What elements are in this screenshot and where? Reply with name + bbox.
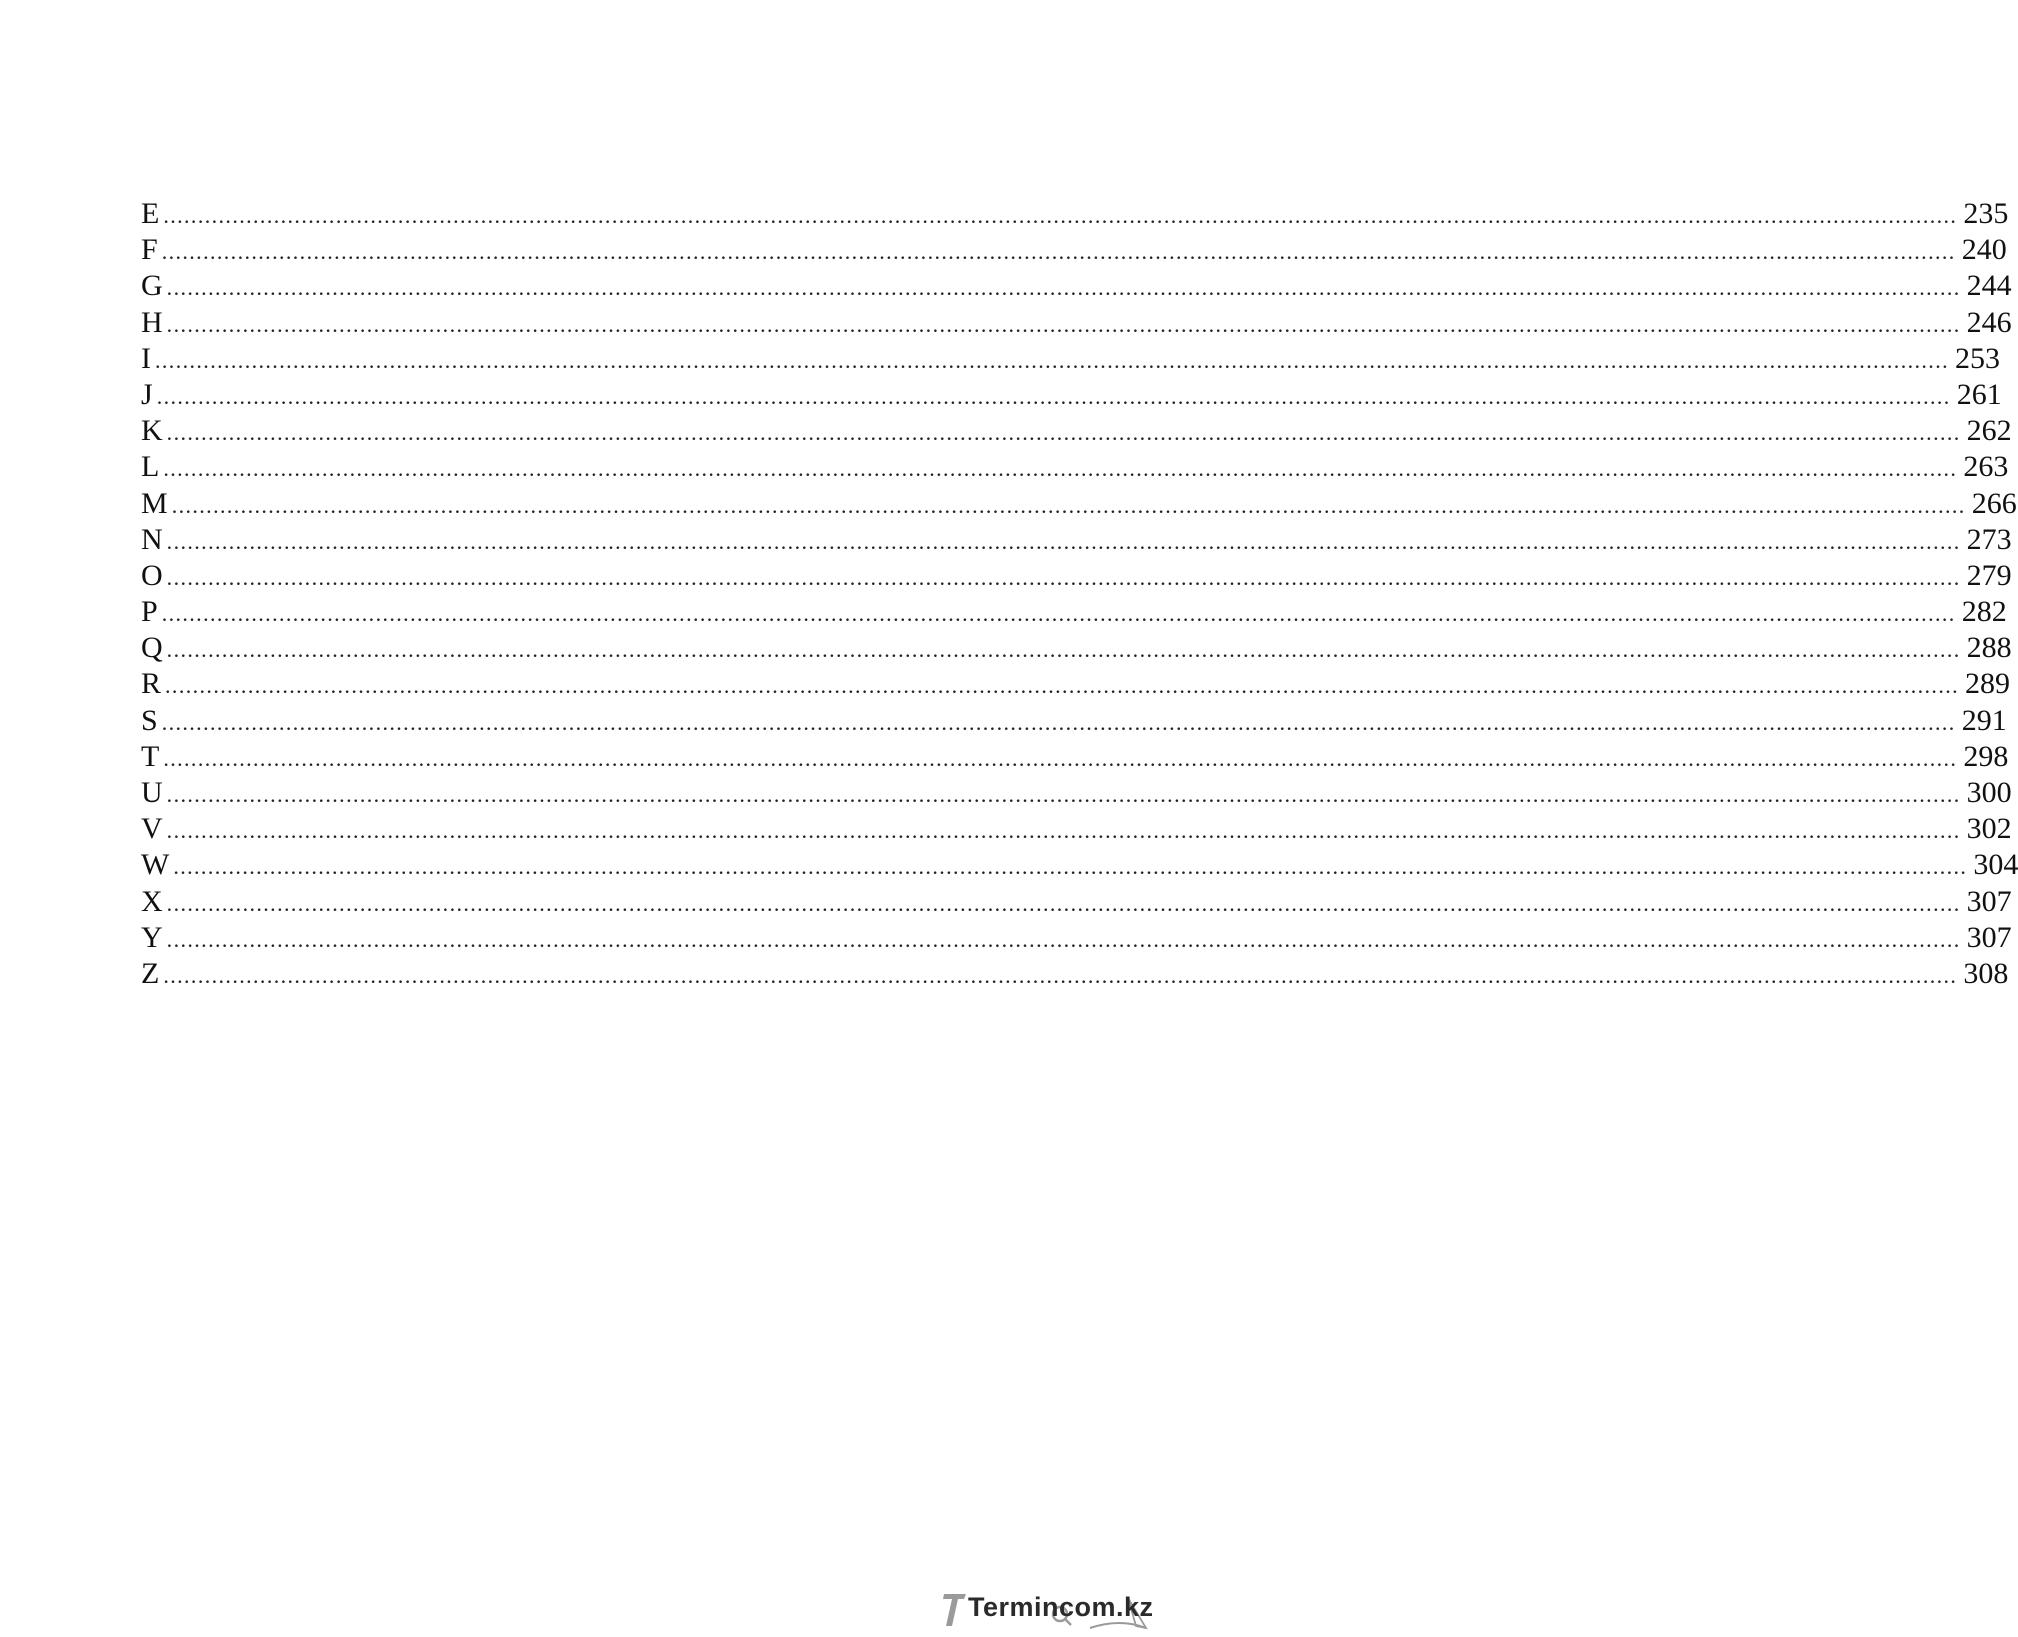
- toc-leader-dots: ....................................................................................................................................................................................................................................................................: [166, 528, 1961, 554]
- toc-leader-dots: ....................................................................................................................................................................................................................................................................: [166, 311, 1961, 337]
- toc-entry: [141, 703, 2007, 739]
- toc-entry: [141, 630, 2012, 666]
- toc-entry-letter: Z: [141, 956, 160, 990]
- toc-entry-letter: K: [141, 414, 163, 448]
- toc-leader-dots: ....................................................................................................................................................................................................................................................................: [166, 890, 1961, 916]
- toc-leader-dots: ....................................................................................................................................................................................................................................................................: [166, 420, 1961, 446]
- toc-entry-page: 261: [1956, 377, 2002, 411]
- toc-entry-page: 273: [1966, 522, 2012, 556]
- watermark-text: Termincom.kz: [968, 1592, 1154, 1622]
- toc-leader-dots: ....................................................................................................................................................................................................................................................................: [166, 782, 1961, 807]
- toc-leader-dots: ....................................................................................................................................................................................................................................................................: [163, 456, 1958, 482]
- toc-entry: [141, 196, 2009, 232]
- toc-leader-dots: ....................................................................................................................................................................................................................................................................: [166, 926, 1961, 952]
- toc-entry-letter: P: [141, 595, 158, 629]
- toc-entry-page: 288: [1966, 631, 2012, 665]
- toc-entry-letter: R: [141, 667, 162, 701]
- toc-entry: [141, 739, 2009, 775]
- toc-leader-dots: ....................................................................................................................................................................................................................................................................: [166, 818, 1961, 844]
- toc-entry-page: 262: [1966, 414, 2012, 448]
- toc-entry-page: 279: [1966, 558, 2012, 592]
- toc-entry-letter: H: [141, 305, 163, 339]
- toc-entry: [141, 486, 2017, 522]
- toc-leader-dots: ....................................................................................................................................................................................................................................................................: [163, 962, 1958, 988]
- toc-entry: [141, 775, 2012, 811]
- toc-leader-dots: ....................................................................................................................................................................................................................................................................: [155, 347, 1949, 373]
- toc-entry-letter: N: [141, 522, 163, 556]
- toc-entry: [141, 305, 2012, 341]
- toc-entry-letter: M: [141, 486, 168, 520]
- toc-entry: [141, 232, 2007, 268]
- toc-entry: [141, 956, 2009, 992]
- toc-entry-page: 289: [1965, 667, 2011, 701]
- toc-entry-letter: O: [141, 558, 163, 592]
- toc-entry: [141, 449, 2009, 485]
- toc-entry: [141, 847, 2018, 883]
- toc-leader-dots: ....................................................................................................................................................................................................................................................................: [166, 275, 1961, 301]
- toc-leader-dots: ....................................................................................................................................................................................................................................................................: [161, 239, 1956, 265]
- toc-leader-dots: ....................................................................................................................................................................................................................................................................: [161, 709, 1956, 735]
- toc-entry-page: 240: [1961, 233, 2007, 267]
- toc-leader-dots: ....................................................................................................................................................................................................................................................................: [166, 564, 1961, 590]
- toc-entry-page: 304: [1973, 848, 2018, 882]
- toc-entry-page: 266: [1971, 486, 2017, 520]
- toc-leader-dots: ....................................................................................................................................................................................................................................................................: [166, 637, 1961, 663]
- toc-leader-dots: ....................................................................................................................................................................................................................................................................: [161, 601, 1956, 627]
- toc-leader-dots: ....................................................................................................................................................................................................................................................................: [171, 492, 1966, 518]
- toc-entry: [141, 666, 2011, 702]
- toc-entry-page: 300: [1966, 776, 2012, 809]
- toc-entry-page: 263: [1963, 450, 2009, 484]
- toc-leader-dots: ....................................................................................................................................................................................................................................................................: [165, 673, 1960, 699]
- toc-entry: [141, 522, 2012, 558]
- toc-entry-letter: E: [141, 197, 160, 230]
- toc-entry: [141, 594, 2007, 630]
- toc-entry-letter: S: [141, 703, 158, 737]
- toc-entry-letter: U: [141, 776, 163, 809]
- toc-entry-page: 308: [1963, 956, 2009, 990]
- toc-entry-letter: J: [141, 377, 153, 411]
- toc-entry-letter: W: [141, 848, 170, 882]
- toc-entry-letter: X: [141, 884, 163, 918]
- toc-entry: [141, 920, 2012, 956]
- watermark-logo: [940, 1588, 1154, 1632]
- toc-entry: [141, 558, 2012, 594]
- table-of-contents: [141, 196, 2018, 992]
- toc-entry-page: 302: [1966, 812, 2012, 846]
- toc-entry-page: 244: [1966, 269, 2012, 303]
- toc-entry: [141, 377, 2002, 413]
- toc-entry-letter: F: [141, 233, 158, 267]
- toc-entry-page: 298: [1963, 739, 2009, 773]
- toc-entry-page: 282: [1961, 595, 2007, 629]
- toc-entry: [141, 341, 2000, 377]
- toc-entry-letter: Y: [141, 920, 163, 954]
- toc-entry-letter: T: [141, 739, 160, 773]
- toc-entry: [141, 268, 2012, 304]
- toc-leader-dots: ....................................................................................................................................................................................................................................................................: [156, 383, 1951, 409]
- toc-leader-dots: ....................................................................................................................................................................................................................................................................: [163, 203, 1958, 228]
- toc-entry-page: 253: [1955, 341, 2000, 375]
- toc-entry: [141, 413, 2012, 449]
- toc-entry: [141, 884, 2012, 920]
- toc-entry: [141, 811, 2012, 847]
- toc-entry-letter: V: [141, 812, 163, 846]
- toc-entry-letter: Q: [141, 631, 163, 665]
- toc-entry-page: 235: [1963, 197, 2009, 230]
- toc-entry-letter: I: [141, 341, 151, 375]
- toc-entry-letter: G: [141, 269, 163, 303]
- toc-entry-page: 291: [1961, 703, 2007, 737]
- toc-entry-page: 307: [1966, 884, 2012, 918]
- toc-entry-page: 307: [1966, 920, 2012, 954]
- toc-entry-page: 246: [1966, 305, 2012, 339]
- toc-leader-dots: ....................................................................................................................................................................................................................................................................: [163, 745, 1958, 771]
- toc-entry-letter: L: [141, 450, 160, 484]
- toc-leader-dots: ....................................................................................................................................................................................................................................................................: [173, 854, 1968, 880]
